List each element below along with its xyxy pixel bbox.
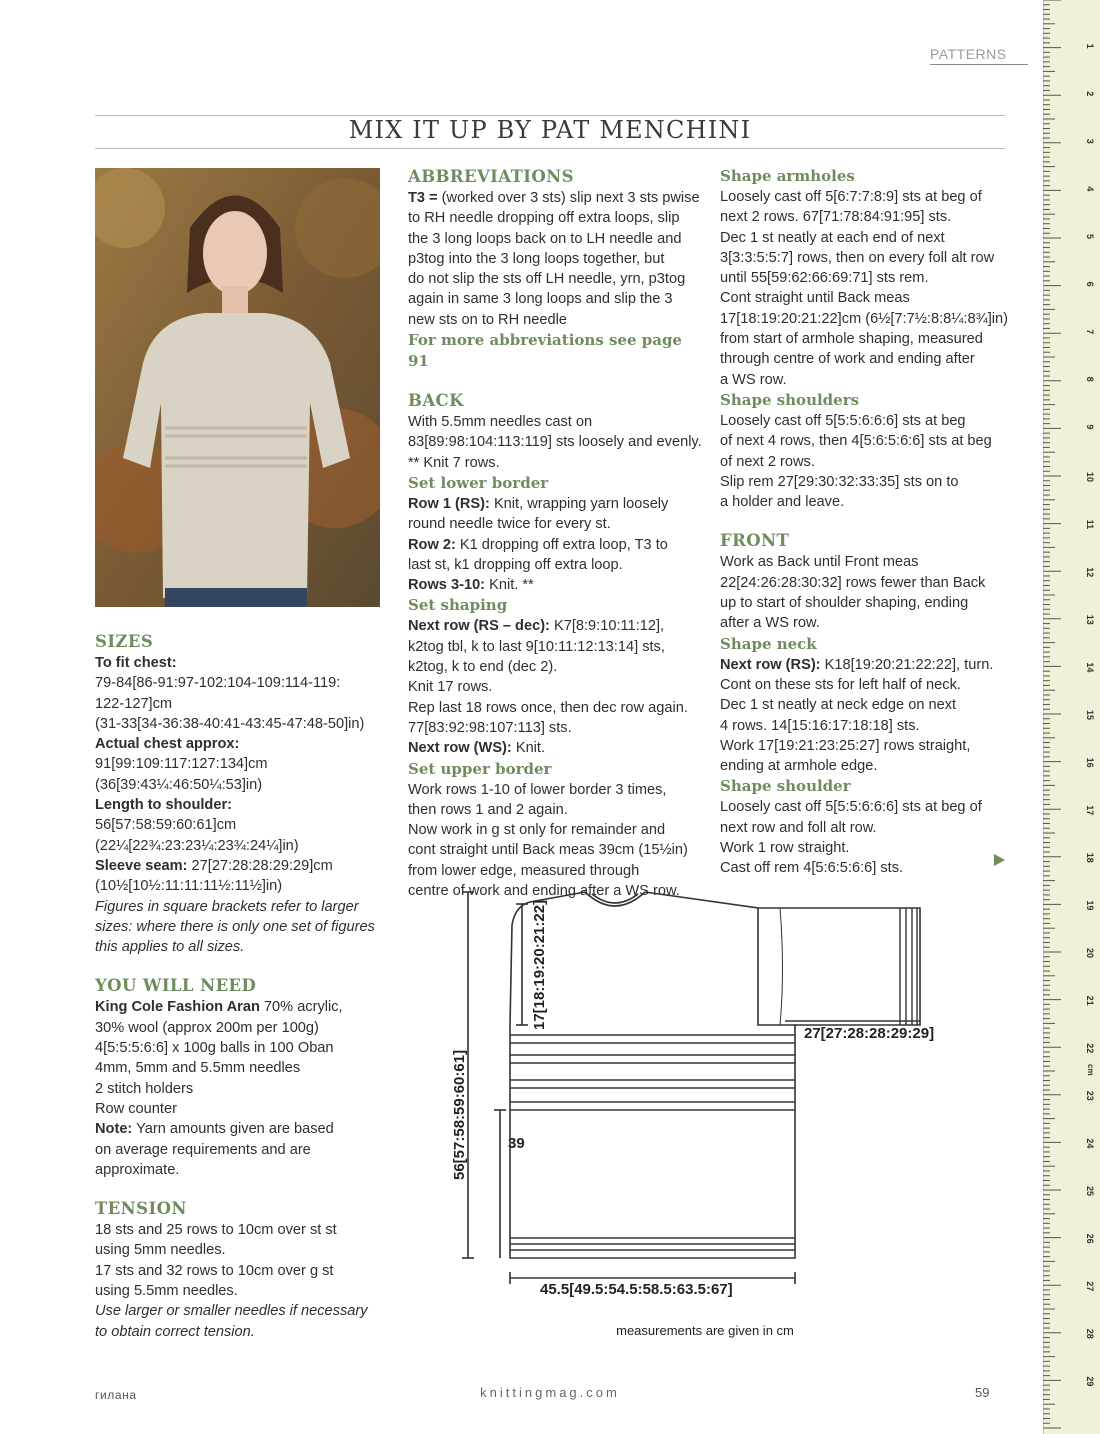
title-main: MIX IT UP — [348, 116, 488, 144]
ruler-number: 13 — [1085, 614, 1095, 625]
abbrev-line — [408, 229, 708, 249]
sizes-text: 91[99:109:117:127:134]cm — [95, 756, 268, 773]
need-line — [95, 1160, 395, 1180]
sizes-label: Sleeve seam: — [95, 857, 188, 874]
sizes-note-line: Figures in square brackets refer to larger — [95, 898, 359, 915]
armholes-line: Cont straight until Back meas — [720, 290, 910, 307]
front-line: up to start of shoulder shaping, ending — [720, 595, 969, 612]
shaping-text: k2tog tbl, k to last 9[10:11:12:13:14] sts, — [408, 638, 665, 655]
front-line: Work as Back until Front meas — [720, 554, 919, 571]
sleeve-stripes — [900, 908, 917, 1025]
need-line — [95, 1099, 395, 1119]
ruler-number: 12 — [1085, 567, 1095, 578]
shaping-line — [408, 698, 708, 718]
need-text: on average requirements and are — [95, 1141, 311, 1158]
title-designer: BY PAT MENCHINI — [487, 116, 752, 144]
shaping-line — [408, 616, 708, 636]
armholes-line: a WS row. — [720, 371, 787, 388]
ruler-number: 20 — [1085, 948, 1095, 959]
sizes-line — [95, 795, 395, 815]
shoulder-line: Work 1 row straight. — [720, 840, 850, 857]
ruler-number: 22 — [1085, 1043, 1095, 1054]
footer-website: knittingmag.com — [480, 1385, 620, 1400]
abbrev-text: to RH needle dropping off extra loops, slip — [408, 210, 680, 227]
lower-line — [408, 494, 708, 514]
need-line — [95, 1119, 395, 1139]
sizes-text: (31-33[34-36:38-40:41-43:45-47:48-50]in) — [95, 715, 365, 732]
lower-text: Knit, wrapping yarn loosely — [489, 495, 669, 512]
shoulders-line: of next 4 rows, then 4[5:6:5:6:6] sts at beg — [720, 433, 992, 450]
upper-line: then rows 1 and 2 again. — [408, 801, 568, 818]
sizes-line — [95, 836, 395, 856]
ruler-number: 2 — [1085, 91, 1095, 97]
neck-text: Cont on these sts for left half of neck. — [720, 676, 961, 693]
shaping-text: Rep last 18 rows once, then dec row again. — [408, 699, 688, 716]
sizes-label: To fit chest: — [95, 655, 177, 671]
shaping-text: Knit. — [511, 740, 546, 757]
need-text: 4[5:5:5:6:6] x 100g balls in 100 Oban — [95, 1040, 334, 1057]
shaping-line — [408, 677, 708, 697]
armholes-line: until 55[59:62:66:69:71] sts rem. — [720, 270, 929, 287]
column-right — [720, 166, 1010, 879]
upper-line: centre of work and ending after a WS row. — [408, 883, 680, 900]
neck-line — [720, 716, 1010, 736]
need-line — [95, 1079, 395, 1099]
upper-border-heading: Set upper border — [408, 759, 552, 778]
neck-line — [720, 675, 1010, 695]
sizes-text: 79-84[86-91:97-102:104-109:114-119: — [95, 675, 341, 692]
tension-note-line: to obtain correct tension. — [95, 1323, 255, 1340]
tension-line: using 5.5mm needles. — [95, 1283, 238, 1300]
lower-text: round needle twice for every st. — [408, 516, 611, 533]
lower-border-heading: Set lower border — [408, 473, 549, 492]
back-line: ** Knit 7 rows. — [408, 454, 500, 471]
neck-text: Dec 1 st neatly at neck edge on next — [720, 697, 957, 714]
ruler-unit: cm — [1086, 1064, 1095, 1076]
ruler-number: 18 — [1085, 852, 1095, 863]
sizes-line — [95, 694, 395, 714]
ruler-number: 27 — [1085, 1281, 1095, 1292]
upper-line: Now work in g st only for remainder and — [408, 822, 666, 839]
need-text: approximate. — [95, 1161, 180, 1178]
upper-line: cont straight until Back meas 39cm (15½in) — [408, 842, 688, 859]
more-abbreviations-link: For more abbreviations see page 91 — [408, 331, 682, 371]
need-text: Row counter — [95, 1100, 177, 1117]
ruler-number: 24 — [1085, 1138, 1095, 1149]
abbrev-text: do not slip the sts off LH needle, yrn, p3tog — [408, 271, 686, 288]
footer-watermark: гилана — [95, 1388, 137, 1402]
need-line — [95, 1038, 395, 1058]
sizes-line — [95, 714, 395, 734]
neck-text: Work 17[19:21:23:25:27] rows straight, — [720, 737, 971, 754]
column-left — [95, 631, 395, 1342]
ruler-number: 19 — [1085, 900, 1095, 911]
need-line — [95, 1018, 395, 1038]
ruler-number: 15 — [1085, 710, 1095, 721]
need-line — [95, 997, 395, 1017]
upper-line: Work rows 1-10 of lower border 3 times, — [408, 781, 667, 798]
abbrev-line — [408, 289, 708, 309]
sizes-text: (36[39:43¼:46:50¼:53]in) — [95, 776, 263, 793]
yoke-stripes — [510, 1035, 795, 1110]
shoulders-line: Loosely cast off 5[5:5:6:6:6] sts at beg — [720, 412, 966, 429]
abbrev-line — [408, 249, 708, 269]
abbrev-text: the 3 long loops back on to LH needle and — [408, 230, 682, 247]
lower-line — [408, 575, 708, 595]
sizes-line — [95, 653, 395, 673]
shaping-text: 77[83:92:98:107:113] sts. — [408, 719, 572, 736]
armholes-line: Dec 1 st neatly at each end of next — [720, 229, 945, 246]
ruler-number: 3 — [1085, 138, 1095, 144]
lower-text: last st, k1 dropping off extra loop. — [408, 556, 623, 573]
abbrev-text: again in same 3 long loops and slip the 3 — [408, 291, 673, 308]
sizes-text: 122-127]cm — [95, 695, 173, 712]
shoulders-line: of next 2 rows. — [720, 453, 815, 470]
neck-line — [720, 756, 1010, 776]
section-tag: PATTERNS — [930, 46, 1028, 65]
chest-width-label: 45.5[49.5:54.5:58.5:63.5:67] — [540, 1281, 733, 1298]
shaping-text: Knit 17 rows. — [408, 679, 493, 696]
sizes-text: 56[57:58:59:60:61]cm — [95, 817, 237, 834]
ruler-number: 21 — [1085, 995, 1095, 1006]
diagram-caption: measurements are given in cm — [616, 1323, 794, 1338]
sizes-text: (22¼[22¾:23:23¼:23¾:24¼]in) — [95, 837, 299, 854]
sizes-line — [95, 876, 395, 896]
front-line: after a WS row. — [720, 615, 820, 632]
ruler-number: 25 — [1085, 1186, 1095, 1197]
armholes-line: 3[3:3:5:5:7] rows, then on every foll alt row — [720, 249, 995, 266]
shoulders-line: Slip rem 27[29:30:32:33:35] sts on to — [720, 473, 959, 490]
shaping-text: K7[8:9:10:11:12], — [549, 618, 665, 635]
need-label: Note: — [95, 1121, 133, 1138]
need-line — [95, 1058, 395, 1078]
ruler-number: 5 — [1085, 234, 1095, 240]
neck-label: Next row (RS): — [720, 656, 821, 673]
abbreviations-heading: ABBREVIATIONS — [408, 167, 574, 186]
shaping-line — [408, 657, 708, 677]
front-heading: FRONT — [720, 531, 790, 551]
tension-note-line: Use larger or smaller needles if necessary — [95, 1303, 368, 1320]
shaping-label: Next row (RS – dec): — [408, 618, 550, 635]
ruler-number: 10 — [1085, 472, 1095, 483]
border-height-label: 39 — [508, 1135, 525, 1152]
back-line: 83[89:98:104:113:119] sts loosely and evenly. — [408, 434, 702, 451]
sizes-lines — [95, 653, 395, 957]
shape-shoulders-heading: Shape shoulders — [720, 390, 860, 409]
shaping-line — [408, 718, 708, 738]
armholes-line: 17[18:19:20:21:22]cm (6½[7:7½:8:8¼:8¾]in) — [720, 310, 1009, 327]
need-label: King Cole Fashion Aran — [95, 999, 260, 1016]
upper-line: from lower edge, measured through — [408, 862, 640, 879]
back-heading: BACK — [408, 391, 464, 411]
lower-label: Rows 3-10: — [408, 577, 486, 594]
shaping-label: Next row (WS): — [408, 740, 512, 757]
ruler-number: 14 — [1085, 662, 1095, 673]
sleeve-length-label: 27[27:28:28:29:29] — [804, 1025, 935, 1042]
neckline-outer — [585, 892, 645, 906]
column-middle — [408, 166, 708, 901]
lower-line — [408, 514, 708, 534]
neck-line — [720, 736, 1010, 756]
abbrev-line — [408, 269, 708, 289]
ruler-number: 11 — [1085, 519, 1095, 530]
sizes-text: (10½[10½:11:11:11½:11½]in) — [95, 878, 283, 895]
shaping-text: k2tog, k to end (dec 2). — [408, 659, 558, 676]
sizes-text: 27[27:28:28:29:29]cm — [187, 857, 333, 874]
neck-text: 4 rows. 14[15:16:17:18:18] sts. — [720, 717, 920, 734]
need-line — [95, 1140, 395, 1160]
tension-line: using 5mm needles. — [95, 1242, 226, 1259]
shaping-heading: Set shaping — [408, 596, 508, 615]
sizes-label: Length to shoulder: — [95, 797, 233, 814]
sizes-label: Actual chest approx: — [95, 736, 240, 753]
ruler-number: 7 — [1085, 329, 1095, 335]
abbrev-line — [408, 188, 708, 208]
ruler-number: 28 — [1085, 1328, 1095, 1339]
neck-line — [720, 695, 1010, 715]
sizes-line — [95, 673, 395, 693]
length-label: 56[57:58:59:60:61] — [451, 1049, 468, 1180]
shoulders-line: a holder and leave. — [720, 494, 845, 511]
ruler-number: 1 — [1085, 43, 1095, 49]
tension-line: 17 sts and 32 rows to 10cm over g st — [95, 1262, 334, 1279]
tension-line: 18 sts and 25 rows to 10cm over st st — [95, 1222, 337, 1239]
you-will-need-heading: YOU WILL NEED — [95, 976, 257, 996]
shape-shoulder-heading: Shape shoulder — [720, 777, 851, 796]
model-photo — [95, 168, 380, 607]
shape-armholes-heading: Shape armholes — [720, 167, 855, 185]
sizes-line — [95, 754, 395, 774]
body-outline — [510, 892, 795, 1258]
sizes-line — [95, 856, 395, 876]
ruler-number: 9 — [1085, 424, 1095, 430]
abbrev-label: T3 = — [408, 190, 438, 206]
abbrev-text: (worked over 3 sts) slip next 3 sts pwise — [437, 190, 700, 206]
ruler-number: 6 — [1085, 281, 1095, 287]
sizes-heading: SIZES — [95, 632, 154, 651]
shaping-line — [408, 738, 708, 758]
need-text: 2 stitch holders — [95, 1080, 194, 1097]
need-text: 70% acrylic, — [259, 999, 343, 1016]
ruler-number: 16 — [1085, 757, 1095, 768]
neck-text: K18[19:20:21:22:22], turn. — [820, 656, 994, 673]
hem-stripes — [510, 1238, 795, 1250]
armholes-line: through centre of work and ending after — [720, 351, 975, 368]
neck-text: ending at armhole edge. — [720, 758, 878, 775]
ruler-number: 29 — [1085, 1376, 1095, 1387]
abbrev-line — [408, 208, 708, 228]
lower-line — [408, 535, 708, 555]
shoulder-line: Cast off rem 4[5:6:5:6:6] sts. — [720, 860, 904, 877]
page-number: 59 — [975, 1385, 990, 1400]
continue-arrow-icon — [994, 854, 1005, 866]
ruler-number: 23 — [1085, 1090, 1095, 1101]
lower-text: K1 dropping off extra loop, T3 to — [455, 536, 668, 553]
neck-line — [720, 655, 1010, 675]
sizes-line — [95, 815, 395, 835]
abbrev-text: p3tog into the 3 long loops together, but — [408, 250, 665, 267]
ruler-number: 4 — [1085, 186, 1095, 192]
lower-text: Knit. ** — [485, 577, 534, 594]
pattern-title — [95, 116, 1005, 144]
lower-label: Row 2: — [408, 536, 456, 553]
lower-label: Row 1 (RS): — [408, 495, 490, 512]
armhole-depth-label: 17[18:19:20:21:22] — [531, 899, 548, 1030]
shaping-line — [408, 637, 708, 657]
shoulder-line: Loosely cast off 5[5:5:6:6:6] sts at beg of — [720, 799, 982, 816]
lower-line — [408, 555, 708, 575]
armholes-line: from start of armhole shaping, measured — [720, 331, 983, 348]
ruler-number: 8 — [1085, 376, 1095, 382]
title-rule-bottom — [95, 148, 1005, 149]
sizes-note-line: sizes: where there is only one set of figures — [95, 918, 375, 935]
ruler-number: 17 — [1085, 805, 1095, 816]
tension-heading: TENSION — [95, 1199, 187, 1219]
shape-neck-heading: Shape neck — [720, 634, 817, 653]
shoulder-line: next row and foll alt row. — [720, 819, 877, 836]
need-text: 30% wool (approx 200m per 100g) — [95, 1019, 319, 1036]
front-line: 22[24:26:28:30:32] rows fewer than Back — [720, 574, 986, 591]
abbrev-line — [408, 310, 708, 330]
cm-ruler — [1043, 0, 1100, 1434]
raglan-seam — [780, 908, 783, 1025]
armholes-line: next 2 rows. 67[71:78:84:91:95] sts. — [720, 209, 952, 226]
need-text: 4mm, 5mm and 5.5mm needles — [95, 1060, 301, 1077]
armholes-line: Loosely cast off 5[6:7:7:8:9] sts at beg of — [720, 189, 982, 205]
sizes-line — [95, 734, 395, 754]
sizes-line — [95, 775, 395, 795]
sizes-note-line: this applies to all sizes. — [95, 939, 245, 956]
need-text: Yarn amounts given are based — [132, 1121, 334, 1138]
garment-schematic — [440, 880, 980, 1320]
ruler-number: 26 — [1085, 1233, 1095, 1244]
back-line: With 5.5mm needles cast on — [408, 414, 593, 431]
abbrev-text: new sts on to RH needle — [408, 311, 567, 328]
